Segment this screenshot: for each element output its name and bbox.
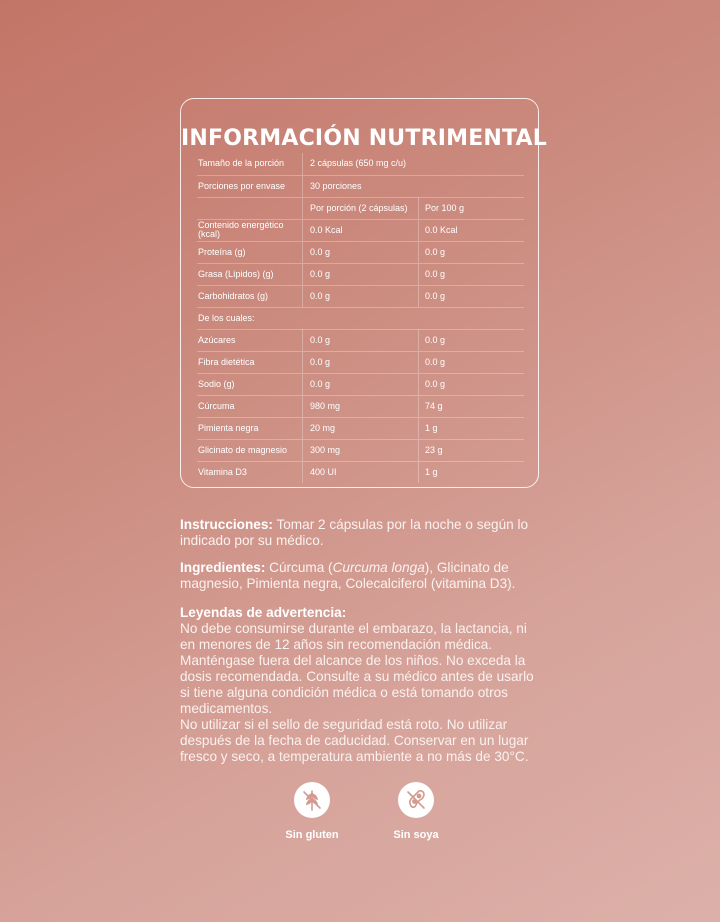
row-label: Azúcares xyxy=(197,329,303,351)
row-per-100g: 23 g xyxy=(419,439,525,461)
table-row xyxy=(197,329,524,351)
gluten-free-label: Sin gluten xyxy=(285,829,339,841)
row-per-serving: 0.0 g xyxy=(303,329,419,351)
row-per-100g: 0.0 g xyxy=(419,263,525,285)
ingredients-section xyxy=(180,560,545,592)
row-per-serving: 300 mg xyxy=(303,439,419,461)
row-per-serving: 0.0 Kcal xyxy=(303,219,419,241)
ingredients-text-italic: Curcuma longa xyxy=(332,560,425,575)
ingredients-text-after: ), Glicinato de magnesio, Pimienta negra, Colecalciferol (vitamina D3). xyxy=(180,560,516,591)
nutrition-table xyxy=(197,153,524,483)
soy-crossed-icon xyxy=(398,782,434,818)
ingredients-label: Ingredientes: xyxy=(180,560,266,575)
table-row xyxy=(197,263,524,285)
warnings-paragraph-1: No debe consumirse durante el embarazo, la lactancia, ni en menores de 12 años sin recomendación médica. Manténgase fuera del alcance de los niños. No exceda la dosis recomendada. Consulte a su médico antes de usarlo si tiene alguna condición médica o está tomando otros medicamentos. xyxy=(180,621,534,716)
row-per-serving: 0.0 g xyxy=(303,285,419,307)
row-label: Carbohidratos (g) xyxy=(197,285,303,307)
instructions-text: Tomar 2 cápsulas por la noche o según lo indicado por su médico. xyxy=(180,517,529,548)
soy-free-label: Sin soya xyxy=(393,829,439,841)
column-header-per-100g: Por 100 g xyxy=(419,197,525,219)
row-label: Sodio (g) xyxy=(197,373,303,395)
soy-free-badge xyxy=(398,782,434,818)
servings-value: 30 porciones xyxy=(303,175,525,197)
row-label: Fibra dietética xyxy=(197,351,303,373)
row-per-100g: 0.0 g xyxy=(419,285,525,307)
table-subheading-row xyxy=(197,307,524,329)
servings-label: Porciones por envase xyxy=(197,175,303,197)
row-label: Pimienta negra xyxy=(197,417,303,439)
table-header-row xyxy=(197,197,524,219)
row-per-100g: 0.0 Kcal xyxy=(419,219,525,241)
table-row xyxy=(197,373,524,395)
table-row xyxy=(197,417,524,439)
warnings-section xyxy=(180,605,545,765)
row-per-100g: 0.0 g xyxy=(419,351,525,373)
table-row xyxy=(197,439,524,461)
wheat-crossed-icon xyxy=(294,782,330,818)
row-per-100g: 0.0 g xyxy=(419,329,525,351)
row-per-100g: 1 g xyxy=(419,461,525,483)
warnings-paragraph-2: No utilizar si el sello de seguridad está roto. No utilizar después de la fecha de caducidad. Conservar en un lugar fresco y seco, a temperatura ambiente a no más de 30°C. xyxy=(180,717,529,764)
row-per-serving: 0.0 g xyxy=(303,263,419,285)
gluten-free-badge xyxy=(294,782,330,818)
row-per-serving: 0.0 g xyxy=(303,241,419,263)
table-row xyxy=(197,351,524,373)
nutrition-facts-title: INFORMACIÓN NUTRIMENTAL xyxy=(181,126,547,151)
row-per-serving: 980 mg xyxy=(303,395,419,417)
table-row xyxy=(197,241,524,263)
serving-size-label: Tamaño de la porción xyxy=(197,153,303,175)
table-row xyxy=(197,461,524,483)
of-which-label: De los cuales: xyxy=(197,307,524,329)
row-label: Glicinato de magnesio xyxy=(197,439,303,461)
row-per-serving: 20 mg xyxy=(303,417,419,439)
table-row xyxy=(197,395,524,417)
table-row xyxy=(197,219,524,241)
ingredients-text-before: Cúrcuma ( xyxy=(269,560,333,575)
instructions-section xyxy=(180,517,545,549)
row-label: Proteína (g) xyxy=(197,241,303,263)
row-label: Grasa (Lípidos) (g) xyxy=(197,263,303,285)
column-header-per-serving: Por porción (2 cápsulas) xyxy=(303,197,419,219)
warnings-label: Leyendas de advertencia: xyxy=(180,605,347,620)
row-label: Contenido energético (kcal) xyxy=(197,219,303,241)
table-row xyxy=(197,175,524,197)
row-per-100g: 0.0 g xyxy=(419,241,525,263)
serving-size-value: 2 cápsulas (650 mg c/u) xyxy=(303,153,525,175)
row-per-serving: 400 UI xyxy=(303,461,419,483)
row-per-serving: 0.0 g xyxy=(303,351,419,373)
table-row xyxy=(197,285,524,307)
row-label: Vitamina D3 xyxy=(198,466,247,477)
row-per-100g: 74 g xyxy=(419,395,525,417)
row-per-100g: 0.0 g xyxy=(419,373,525,395)
row-label: Cúrcuma xyxy=(197,395,303,417)
table-row xyxy=(197,153,524,175)
instructions-label: Instrucciones: xyxy=(180,517,273,532)
row-per-serving: 0.0 g xyxy=(303,373,419,395)
row-per-100g: 1 g xyxy=(419,417,525,439)
nutrition-facts-panel xyxy=(180,98,547,488)
